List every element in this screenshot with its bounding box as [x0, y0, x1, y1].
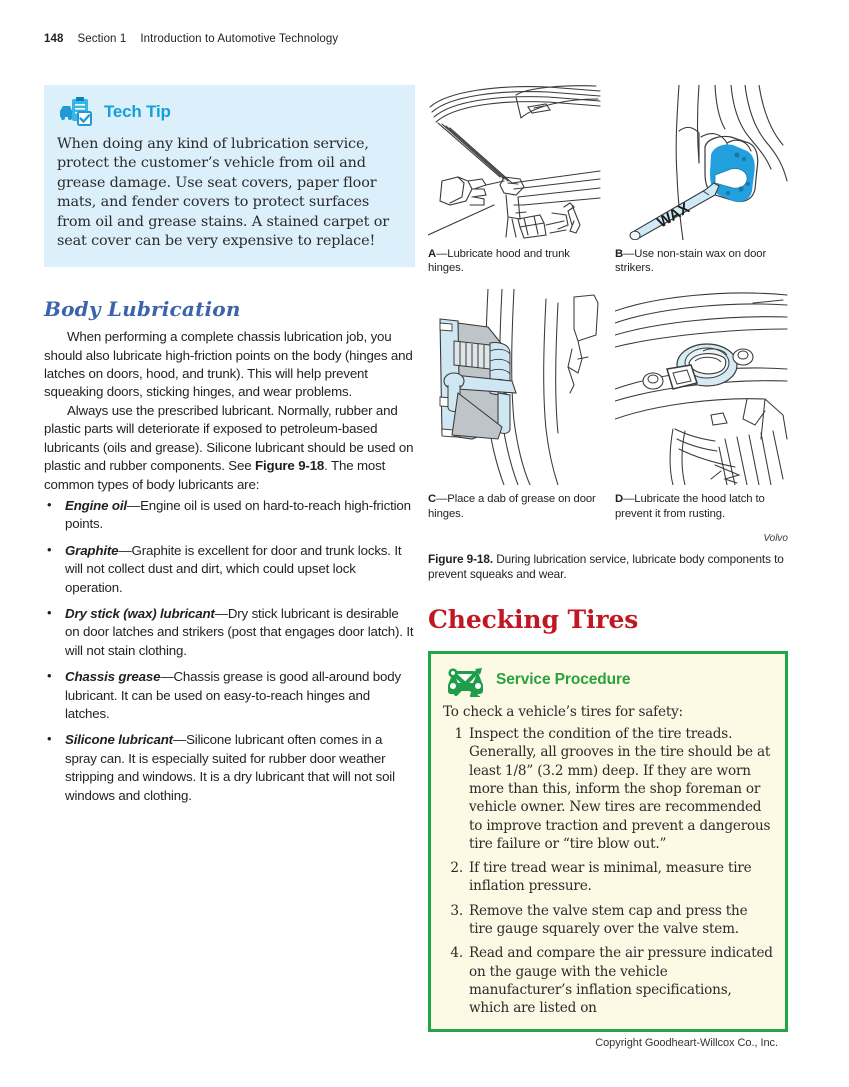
- figure-caption-text: During lubrication service, lubricate body components to prevent squeaks and wear.: [428, 551, 784, 582]
- panel-label: D: [615, 493, 624, 506]
- hood-hinge-illustration: [428, 85, 601, 240]
- figure-caption-label: Figure 9-18.: [428, 551, 494, 566]
- panel-caption-text: —Lubricate hood and trunk hinges.: [428, 248, 570, 275]
- lubricant-description: —Dry stick lubricant is desirable on door latches and strikers (post that engages door latch). It will not stain clothing.: [65, 605, 414, 658]
- panel-label: C: [428, 493, 437, 506]
- step-text: Inspect the condition of the tire treads. Generally, all grooves in the tire should be at least 1/8” (3.2 mm) deep. If they are worn more than this, inform the shop foreman or vehicle owner. New tires are recommended to improve traction and prevent a dangerous tire failure or “tire blow out.”: [469, 726, 771, 852]
- list-item: [443, 902, 773, 939]
- figure-caption: [428, 552, 788, 583]
- figure-credit: Volvo: [763, 532, 788, 544]
- figure-reference: Figure 9-18: [254, 458, 325, 474]
- figure-panel-d-caption: [615, 492, 788, 520]
- right-column: [428, 85, 788, 1032]
- car-wrench-icon: [444, 663, 486, 697]
- step-text: If tire tread wear is minimal, measure tire inflation pressure.: [469, 860, 752, 895]
- copyright-footer: Copyright Goodheart-Willcox Co., Inc.: [595, 1037, 778, 1049]
- list-item: [44, 668, 415, 723]
- lubricant-description: —Silicone lubricant often comes in a spray can. It is especially suited for rubber door weather stripping and windows. It is a dry lubricant that will not soil windows and clothing.: [65, 732, 395, 803]
- body-lubrication-heading: Body Lubrication: [44, 297, 241, 322]
- step-number: 2.: [450, 860, 463, 877]
- door-striker-wax-illustration: [615, 85, 788, 240]
- panel-caption-text: —Place a dab of grease on door hinges.: [428, 493, 596, 520]
- service-procedure-box: [428, 651, 788, 1032]
- panel-label: B: [615, 248, 624, 260]
- left-column: [44, 85, 415, 805]
- lubricant-term: Silicone lubricant: [65, 732, 173, 748]
- running-title: Introduction to Automotive Technology: [140, 33, 339, 45]
- paragraph-2-lead: Always use the prescribed lubricant. Normally, rubber and plastic parts will deteriorate if exposed to petroleum-based lubricants (oils and grease). Silicone lubricant should be used on plastic and rubber components. See: [44, 402, 414, 474]
- figure-panel-b-caption: [615, 247, 788, 275]
- figure-panel-a-caption: [428, 247, 601, 275]
- figure-panel-b: [615, 85, 788, 275]
- figure-panel-c-caption: [428, 492, 601, 520]
- step-text: Remove the valve stem cap and press the tire gauge squarely over the valve stem.: [469, 902, 748, 938]
- lubricant-term: Dry stick (wax) lubricant: [65, 605, 215, 621]
- tech-tip-body: When doing any kind of lubrication service, protect the customer’s vehicle from oil and grease damage. Use seat covers, paper floor mats, and fender covers to protect surfaces from oil and grease stains. A stained carpet or seat cover can be very expensive to replace!: [57, 136, 389, 249]
- panel-caption-text: —Use non-stain wax on door strikers.: [615, 248, 767, 275]
- figure-panel-a: [428, 85, 601, 275]
- hood-latch-illustration: [615, 289, 788, 485]
- figure-panel-c: [428, 289, 601, 520]
- service-procedure-intro: To check a vehicle’s tires for safety:: [443, 704, 683, 720]
- figure-panel-d: [615, 289, 788, 520]
- body-lubrication-paragraph-1: When performing a complete chassis lubrication job, you should also lubricate high-friction points on the body (hinges and latches on doors, hood, and trunk). This will help prevent squeaking doors, sticking hinges, and wear problems.: [44, 329, 413, 400]
- step-text: Read and compare the air pressure indicated on the gauge with the vehicle manufacturer’s inflation specifications, which are listed on: [469, 945, 773, 1017]
- panel-label: A: [428, 248, 437, 260]
- list-item: [44, 605, 415, 660]
- body-lubricants-list: [44, 497, 415, 805]
- clipboard-check-icon: [59, 97, 95, 127]
- service-procedure-title: Service Procedure: [496, 671, 631, 688]
- service-procedure-header: [444, 663, 773, 697]
- list-item: [443, 725, 773, 853]
- list-item: [44, 542, 415, 597]
- tech-tip-header: [59, 97, 402, 127]
- door-hinge-illustration: [428, 289, 601, 485]
- tech-tip-box: [44, 85, 415, 267]
- lubricant-description: —Engine oil is used on hard-to-reach high-friction points.: [65, 497, 411, 532]
- tech-tip-title: Tech Tip: [104, 102, 171, 121]
- list-item: [44, 497, 415, 534]
- body-lubrication-paragraph-2: [44, 402, 415, 494]
- section-label: Section 1: [77, 33, 127, 45]
- wax-label: WAX: [654, 199, 693, 232]
- figure-9-18: [428, 85, 788, 521]
- list-item: [443, 859, 773, 896]
- checking-tires-heading: Checking Tires: [428, 605, 639, 634]
- lubricant-description: —Chassis grease is good all-around body lubricant. It can be used on easy-to-reach hinges and latches.: [65, 669, 401, 721]
- list-item: [443, 944, 773, 1017]
- step-number: 4.: [450, 945, 463, 962]
- panel-caption-text: —Lubricate the hood latch to prevent it from rusting.: [615, 493, 765, 520]
- step-number: 3.: [450, 902, 463, 919]
- list-item: [44, 731, 415, 805]
- page-number: 148: [44, 33, 64, 45]
- paragraph-2-tail: . The most common types of body lubricants are:: [44, 458, 386, 492]
- lubricant-term: Graphite: [65, 542, 119, 558]
- lubricant-term: Chassis grease: [65, 669, 161, 685]
- running-head: [44, 33, 338, 45]
- step-number: 1: [454, 726, 463, 743]
- service-procedure-steps: [443, 725, 773, 1017]
- lubricant-term: Engine oil: [65, 497, 127, 513]
- lubricant-description: —Graphite is excellent for door and trunk locks. It will not collect dust and dirt, which could upset lock operation.: [65, 542, 402, 595]
